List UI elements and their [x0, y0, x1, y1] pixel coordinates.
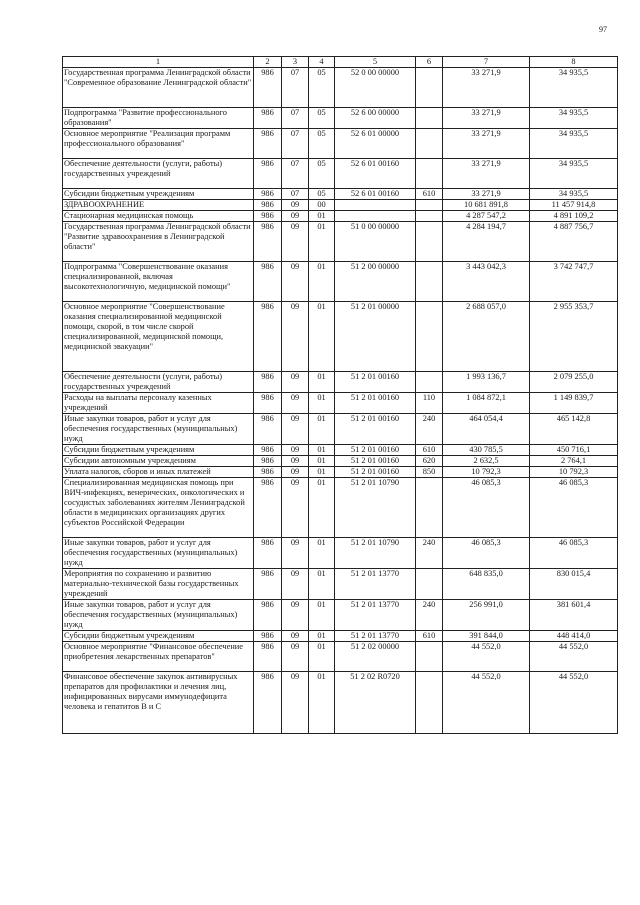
row-value-cell: 09: [282, 642, 309, 672]
row-value-cell: 09: [282, 445, 309, 456]
row-value-cell: 850: [416, 467, 443, 478]
row-value-cell: 51 2 01 00160: [335, 467, 416, 478]
row-value-cell: 610: [416, 631, 443, 642]
row-value-cell: 07: [282, 189, 309, 200]
table-row: [63, 129, 618, 159]
row-value-cell: 52 6 01 00000: [335, 129, 416, 159]
row-value-cell: [416, 262, 443, 302]
row-value-cell: 44 552,0: [530, 672, 618, 734]
row-value-cell: 05: [309, 159, 335, 189]
row-value-cell: 09: [282, 478, 309, 538]
row-value-cell: 986: [254, 414, 282, 445]
row-value-cell: 01: [309, 222, 335, 262]
row-value-cell: [416, 159, 443, 189]
row-value-cell: 01: [309, 372, 335, 393]
row-value-cell: 986: [254, 108, 282, 129]
row-value-cell: 09: [282, 372, 309, 393]
row-value-cell: [416, 672, 443, 734]
row-value-cell: 51 2 01 10790: [335, 538, 416, 569]
row-value-cell: [416, 302, 443, 372]
row-value-cell: 986: [254, 393, 282, 414]
row-value-cell: 01: [309, 393, 335, 414]
row-value-cell: 01: [309, 467, 335, 478]
row-value-cell: 01: [309, 672, 335, 734]
row-value-cell: 33 271,9: [443, 159, 530, 189]
row-value-cell: 1 084 872,1: [443, 393, 530, 414]
table-row: [63, 467, 618, 478]
row-value-cell: 01: [309, 456, 335, 467]
row-value-cell: 51 2 01 00160: [335, 372, 416, 393]
row-name-cell: Иные закупки товаров, работ и услуг для обеспечения государственных (муниципальных) нужд: [63, 538, 254, 569]
table-row: [63, 68, 618, 108]
row-value-cell: 110: [416, 393, 443, 414]
row-value-cell: 986: [254, 600, 282, 631]
row-value-cell: 51 2 02 00000: [335, 642, 416, 672]
column-header: 4: [309, 57, 335, 68]
row-value-cell: 09: [282, 211, 309, 222]
row-value-cell: 01: [309, 631, 335, 642]
row-value-cell: 986: [254, 68, 282, 108]
row-value-cell: [416, 372, 443, 393]
table-row: [63, 302, 618, 372]
row-value-cell: 51 2 00 00000: [335, 262, 416, 302]
row-value-cell: 1 993 136,7: [443, 372, 530, 393]
row-value-cell: 09: [282, 414, 309, 445]
row-value-cell: 05: [309, 129, 335, 159]
row-value-cell: 09: [282, 393, 309, 414]
row-name-cell: Стационарная медицинская помощь: [63, 211, 254, 222]
row-value-cell: 34 935,5: [530, 189, 618, 200]
row-value-cell: [416, 569, 443, 600]
row-value-cell: 51 2 01 10790: [335, 478, 416, 538]
row-value-cell: 34 935,5: [530, 68, 618, 108]
column-header: 3: [282, 57, 309, 68]
row-value-cell: 01: [309, 478, 335, 538]
row-name-cell: Финансовое обеспечение закупок антивирусных препаратов для профилактики и лечения лиц, инфицированных вирусами иммунодефицита человека и гепатитов В и С: [63, 672, 254, 734]
row-value-cell: 01: [309, 211, 335, 222]
row-value-cell: 51 2 01 00000: [335, 302, 416, 372]
row-value-cell: 51 2 01 00160: [335, 414, 416, 445]
row-value-cell: 01: [309, 414, 335, 445]
row-value-cell: 610: [416, 445, 443, 456]
row-value-cell: 09: [282, 302, 309, 372]
row-value-cell: 986: [254, 211, 282, 222]
row-value-cell: 986: [254, 672, 282, 734]
row-value-cell: 00: [309, 200, 335, 211]
row-value-cell: 4 887 756,7: [530, 222, 618, 262]
column-header: 5: [335, 57, 416, 68]
row-value-cell: 01: [309, 445, 335, 456]
row-value-cell: [416, 68, 443, 108]
row-name-cell: Иные закупки товаров, работ и услуг для обеспечения государственных (муниципальных) нужд: [63, 414, 254, 445]
row-value-cell: 51 2 01 13770: [335, 569, 416, 600]
row-value-cell: 52 6 00 00000: [335, 108, 416, 129]
row-name-cell: Государственная программа Ленинградской области "Современное образование Ленинградской области": [63, 68, 254, 108]
row-value-cell: 51 2 01 13770: [335, 631, 416, 642]
table-row: [63, 222, 618, 262]
row-name-cell: Субсидии бюджетным учреждениям: [63, 445, 254, 456]
row-name-cell: Подпрограмма "Совершенствование оказания специализированной, включая высокотехнологичную, медицинской помощи": [63, 262, 254, 302]
row-name-cell: Основное мероприятие "Совершенствование оказания специализированной медицинской помощи, скорой, в том числе скорой специализированной, медицинской помощи, медицинской эвакуации": [63, 302, 254, 372]
row-value-cell: 34 935,5: [530, 129, 618, 159]
row-value-cell: 05: [309, 189, 335, 200]
row-value-cell: [416, 478, 443, 538]
row-value-cell: 44 552,0: [530, 642, 618, 672]
row-value-cell: [416, 108, 443, 129]
row-value-cell: [335, 200, 416, 211]
row-value-cell: 4 284 194,7: [443, 222, 530, 262]
column-header: 7: [443, 57, 530, 68]
row-value-cell: 10 792,3: [443, 467, 530, 478]
row-value-cell: 986: [254, 478, 282, 538]
table-row: [63, 631, 618, 642]
row-value-cell: 05: [309, 108, 335, 129]
row-value-cell: 448 414,0: [530, 631, 618, 642]
row-value-cell: 01: [309, 569, 335, 600]
row-name-cell: Основное мероприятие "Реализация программ профессионального образования": [63, 129, 254, 159]
row-value-cell: 986: [254, 631, 282, 642]
row-value-cell: 09: [282, 569, 309, 600]
row-value-cell: 986: [254, 200, 282, 211]
row-name-cell: Подпрограмма "Развитие профессионального образования": [63, 108, 254, 129]
row-value-cell: 10 792,3: [530, 467, 618, 478]
row-value-cell: 09: [282, 600, 309, 631]
row-name-cell: Обеспечение деятельности (услуги, работы) государственных учреждений: [63, 372, 254, 393]
table-row: [63, 262, 618, 302]
row-name-cell: Основное мероприятие "Финансовое обеспечение приобретения лекарственных препаратов": [63, 642, 254, 672]
row-value-cell: 986: [254, 222, 282, 262]
row-value-cell: 51 2 01 00160: [335, 456, 416, 467]
row-value-cell: 51 2 01 13770: [335, 600, 416, 631]
row-value-cell: 01: [309, 262, 335, 302]
row-value-cell: 07: [282, 68, 309, 108]
row-value-cell: 52 6 01 00160: [335, 189, 416, 200]
row-value-cell: 09: [282, 672, 309, 734]
table-row: [63, 200, 618, 211]
row-value-cell: 1 149 839,7: [530, 393, 618, 414]
row-value-cell: [416, 129, 443, 159]
row-value-cell: 52 6 01 00160: [335, 159, 416, 189]
row-value-cell: 51 2 01 00160: [335, 445, 416, 456]
row-value-cell: 01: [309, 302, 335, 372]
row-value-cell: 4 287 547,2: [443, 211, 530, 222]
row-value-cell: 430 785,5: [443, 445, 530, 456]
row-value-cell: 2 688 057,0: [443, 302, 530, 372]
column-header: 1: [63, 57, 254, 68]
row-name-cell: Мероприятия по сохранению и развитию материально-технической базы государственных учреждений: [63, 569, 254, 600]
table-row: [63, 211, 618, 222]
row-value-cell: [416, 222, 443, 262]
row-name-cell: Специализированная медицинская помощь при ВИЧ-инфекциях, венерических, онкологических и сосудистых заболеваниях жителям Ленинградской области в медицинских организациях других субъектов Российской Федерации: [63, 478, 254, 538]
row-value-cell: 09: [282, 467, 309, 478]
row-value-cell: 33 271,9: [443, 68, 530, 108]
row-value-cell: 240: [416, 538, 443, 569]
table-row: [63, 414, 618, 445]
row-value-cell: 09: [282, 456, 309, 467]
row-value-cell: 01: [309, 642, 335, 672]
row-value-cell: 07: [282, 159, 309, 189]
row-value-cell: 09: [282, 262, 309, 302]
row-value-cell: 986: [254, 642, 282, 672]
row-value-cell: 05: [309, 68, 335, 108]
row-value-cell: 986: [254, 302, 282, 372]
row-name-cell: Иные закупки товаров, работ и услуг для обеспечения государственных (муниципальных) нужд: [63, 600, 254, 631]
table-body: [63, 68, 618, 734]
row-value-cell: 51 0 00 00000: [335, 222, 416, 262]
row-value-cell: 986: [254, 159, 282, 189]
row-value-cell: 01: [309, 538, 335, 569]
row-value-cell: 09: [282, 222, 309, 262]
page-number: 97: [599, 25, 607, 34]
row-value-cell: 3 742 747,7: [530, 262, 618, 302]
table-row: [63, 393, 618, 414]
header-row: [63, 57, 618, 68]
table-row: [63, 538, 618, 569]
row-value-cell: 986: [254, 262, 282, 302]
row-value-cell: 381 601,4: [530, 600, 618, 631]
row-value-cell: 465 142,8: [530, 414, 618, 445]
row-name-cell: Субсидии бюджетным учреждениям: [63, 631, 254, 642]
row-value-cell: 46 085,3: [443, 478, 530, 538]
row-name-cell: Государственная программа Ленинградской области "Развитие здравоохранения в Ленинградской области": [63, 222, 254, 262]
row-value-cell: 4 891 109,2: [530, 211, 618, 222]
row-value-cell: 34 935,5: [530, 108, 618, 129]
row-value-cell: 830 015,4: [530, 569, 618, 600]
table-row: [63, 372, 618, 393]
row-value-cell: 33 271,9: [443, 129, 530, 159]
row-value-cell: 3 443 042,3: [443, 262, 530, 302]
row-value-cell: 44 552,0: [443, 672, 530, 734]
row-value-cell: 391 844,0: [443, 631, 530, 642]
row-value-cell: 09: [282, 200, 309, 211]
row-value-cell: 09: [282, 631, 309, 642]
table-row: [63, 456, 618, 467]
row-value-cell: 986: [254, 467, 282, 478]
row-value-cell: 986: [254, 456, 282, 467]
column-header: 8: [530, 57, 618, 68]
table-row: [63, 108, 618, 129]
row-value-cell: 33 271,9: [443, 108, 530, 129]
row-value-cell: 07: [282, 108, 309, 129]
table-row: [63, 478, 618, 538]
row-value-cell: 450 716,1: [530, 445, 618, 456]
row-value-cell: 648 835,0: [443, 569, 530, 600]
row-value-cell: 2 764,1: [530, 456, 618, 467]
row-value-cell: 986: [254, 569, 282, 600]
row-value-cell: [416, 642, 443, 672]
row-name-cell: Обеспечение деятельности (услуги, работы) государственных учреждений: [63, 159, 254, 189]
row-value-cell: 2 955 353,7: [530, 302, 618, 372]
row-name-cell: Субсидии бюджетным учреждениям: [63, 189, 254, 200]
row-value-cell: 240: [416, 414, 443, 445]
row-value-cell: 51 2 02 R0720: [335, 672, 416, 734]
row-value-cell: 986: [254, 129, 282, 159]
row-value-cell: 44 552,0: [443, 642, 530, 672]
row-value-cell: [416, 200, 443, 211]
row-name-cell: Расходы на выплаты персоналу казенных учреждений: [63, 393, 254, 414]
row-value-cell: 46 085,3: [530, 478, 618, 538]
row-name-cell: Уплата налогов, сборов и иных платежей: [63, 467, 254, 478]
budget-table: [62, 56, 618, 734]
row-value-cell: 09: [282, 538, 309, 569]
row-value-cell: 07: [282, 129, 309, 159]
row-value-cell: 34 935,5: [530, 159, 618, 189]
row-value-cell: [416, 211, 443, 222]
column-header: 6: [416, 57, 443, 68]
column-header: 2: [254, 57, 282, 68]
row-value-cell: 46 085,3: [530, 538, 618, 569]
row-value-cell: 464 054,4: [443, 414, 530, 445]
table-row: [63, 600, 618, 631]
row-value-cell: 256 991,0: [443, 600, 530, 631]
row-value-cell: 986: [254, 538, 282, 569]
table-row: [63, 189, 618, 200]
row-value-cell: 986: [254, 372, 282, 393]
row-value-cell: 52 0 00 00000: [335, 68, 416, 108]
row-value-cell: 33 271,9: [443, 189, 530, 200]
table-row: [63, 569, 618, 600]
row-value-cell: 620: [416, 456, 443, 467]
table-row: [63, 642, 618, 672]
row-value-cell: 986: [254, 445, 282, 456]
row-value-cell: 2 079 255,0: [530, 372, 618, 393]
row-value-cell: 01: [309, 600, 335, 631]
row-value-cell: 10 681 891,8: [443, 200, 530, 211]
row-value-cell: 46 085,3: [443, 538, 530, 569]
row-value-cell: 610: [416, 189, 443, 200]
row-value-cell: 2 632,5: [443, 456, 530, 467]
row-value-cell: [335, 211, 416, 222]
table-row: [63, 159, 618, 189]
table-row: [63, 672, 618, 734]
table-row: [63, 445, 618, 456]
row-name-cell: ЗДРАВООХРАНЕНИЕ: [63, 200, 254, 211]
row-value-cell: 986: [254, 189, 282, 200]
row-name-cell: Субсидии автономным учреждениям: [63, 456, 254, 467]
row-value-cell: 51 2 01 00160: [335, 393, 416, 414]
row-value-cell: 11 457 914,8: [530, 200, 618, 211]
row-value-cell: 240: [416, 600, 443, 631]
